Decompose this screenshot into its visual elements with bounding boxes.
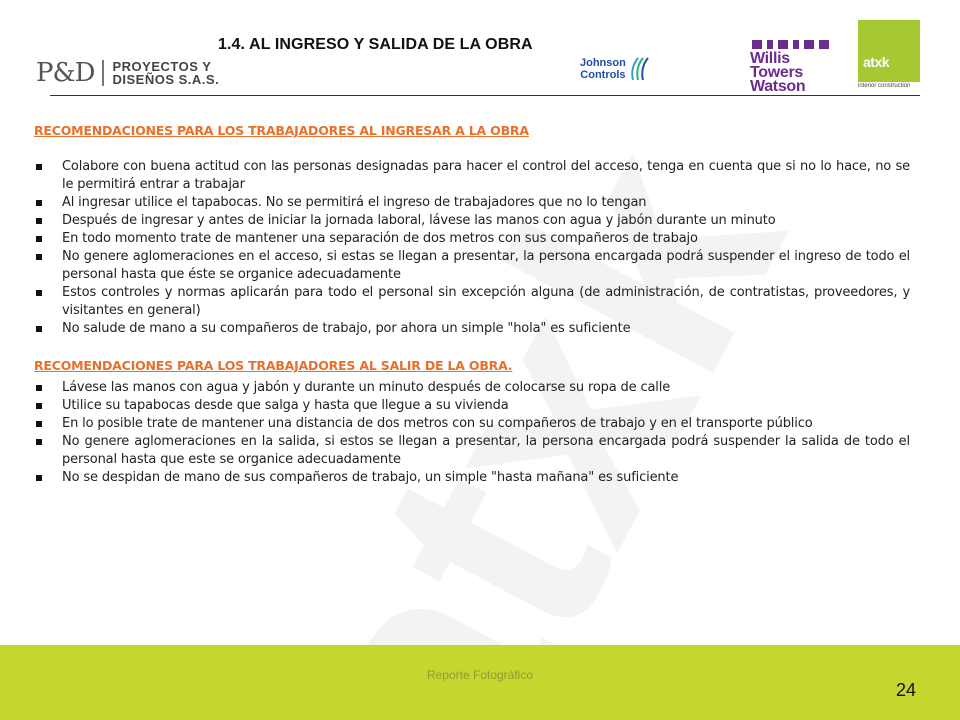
list-item: [34, 469, 910, 487]
list-item-text: No se despidan de mano de sus compañeros de trabajo, un simple "hasta mañana" es suficiente: [62, 470, 679, 485]
header-divider: [50, 95, 920, 96]
list-item-text: No salude de mano a su compañeros de trabajo, por ahora un simple "hola" es suficiente: [62, 321, 631, 336]
footer-label: Reporte Fotográfico: [426, 668, 534, 682]
pd-logo-mark: P&D: [36, 60, 104, 86]
bullet-square-icon: [36, 218, 42, 224]
wtw-line1: Willis: [750, 50, 790, 67]
wtw-line2: Towers: [750, 64, 804, 81]
jc-logo-line2: Controls: [580, 69, 626, 81]
pd-logo-text: [112, 60, 219, 86]
johnson-controls-logo: [580, 56, 649, 82]
jc-logo-line1: Johnson: [580, 57, 626, 69]
page-number: 24: [896, 680, 917, 700]
list-item: [34, 194, 910, 212]
recommendations-content: [34, 123, 910, 487]
list-item: [34, 212, 910, 230]
bullet-square-icon: [36, 403, 42, 409]
list-item: [34, 415, 910, 433]
atxk-logo: [858, 20, 920, 92]
bullet-square-icon: [36, 164, 42, 170]
list-item: [34, 284, 910, 320]
list-item: [34, 230, 910, 248]
list-item: [34, 320, 910, 338]
pd-proyectos-logo: [36, 60, 219, 86]
list-item-text: Colabore con buena actitud con las personas designadas para hacer el control del acceso, tenga en cuenta que si no lo hace, no se le permitirá entrar a trabajar: [62, 159, 910, 192]
jc-wave-icon: [629, 56, 649, 82]
bullet-square-icon: [36, 475, 42, 481]
atxk-logo-word: atxk: [863, 54, 890, 70]
list-item-text: En todo momento trate de mantener una separación de dos metros con sus compañeros de trabajo: [62, 231, 698, 246]
list-item-text: Utilice su tapabocas desde que salga y hasta que llegue a su vivienda: [62, 398, 509, 413]
bullet-square-icon: [36, 439, 42, 445]
list-item: [34, 433, 910, 469]
bullet-square-icon: [36, 254, 42, 260]
atxk-logo-subtitle: interior construction: [858, 83, 911, 89]
bullet-square-icon: [36, 326, 42, 332]
list-item-text: No genere aglomeraciones en la salida, si estos se llegan a presentar, la persona encargada podrá suspender la salida de todo el personal hasta que este se organice adecuadamente: [62, 434, 910, 467]
list-item-text: En lo posible trate de mantener una distancia de dos metros con su compañeros de trabajo y en el transporte público: [62, 416, 813, 431]
pd-logo-line1: PROYECTOS Y: [112, 59, 212, 74]
bullet-square-icon: [36, 200, 42, 206]
list-item-text: No genere aglomeraciones en el acceso, si estas se llegan a presentar, la persona encargada podrá suspender el ingreso de todo el personal hasta que éste se organice adecuadamente: [62, 249, 910, 282]
atxk-logo-box: [858, 20, 920, 82]
bullet-square-icon: [36, 290, 42, 296]
willis-towers-watson-logo: [750, 40, 829, 94]
pd-logo-line2: DISEÑOS S.A.S.: [112, 72, 220, 87]
bullet-square-icon: [36, 236, 42, 242]
list-item: [34, 397, 910, 415]
list-item-text: Lávese las manos con agua y jabón y durante un minuto después de colocarse su ropa de calle: [62, 380, 671, 395]
list-item-text: Al ingresar utilice el tapabocas. No se permitirá el ingreso de trabajadores que no lo tengan: [62, 195, 647, 210]
wtw-line3: Watson: [750, 78, 806, 95]
wtw-logo-text: [750, 52, 829, 94]
footer-band: [0, 645, 960, 720]
bullet-square-icon: [36, 421, 42, 427]
bullet-square-icon: [36, 385, 42, 391]
entry-recommendations-list: [34, 158, 910, 338]
exit-section-heading: RECOMENDACIONES PARA LOS TRABAJADORES AL SALIR DE LA OBRA.: [34, 358, 513, 373]
list-item: [34, 248, 910, 284]
page-title: 1.4. AL INGRESO Y SALIDA DE LA OBRA: [218, 36, 533, 53]
jc-logo-text: [580, 57, 626, 81]
list-item-text: Estos controles y normas aplicarán para todo el personal sin excepción alguna (de administración, de contratistas, proveedores, y visitantes en general): [62, 285, 910, 318]
wtw-bars-icon: [752, 40, 829, 49]
list-item-text: Después de ingresar y antes de iniciar la jornada laboral, lávese las manos con agua y jabón durante un minuto: [62, 213, 776, 228]
list-item: [34, 158, 910, 194]
entry-section-heading: RECOMENDACIONES PARA LOS TRABAJADORES AL INGRESAR A LA OBRA: [34, 123, 529, 138]
list-item: [34, 379, 910, 397]
exit-recommendations-list: [34, 379, 910, 487]
